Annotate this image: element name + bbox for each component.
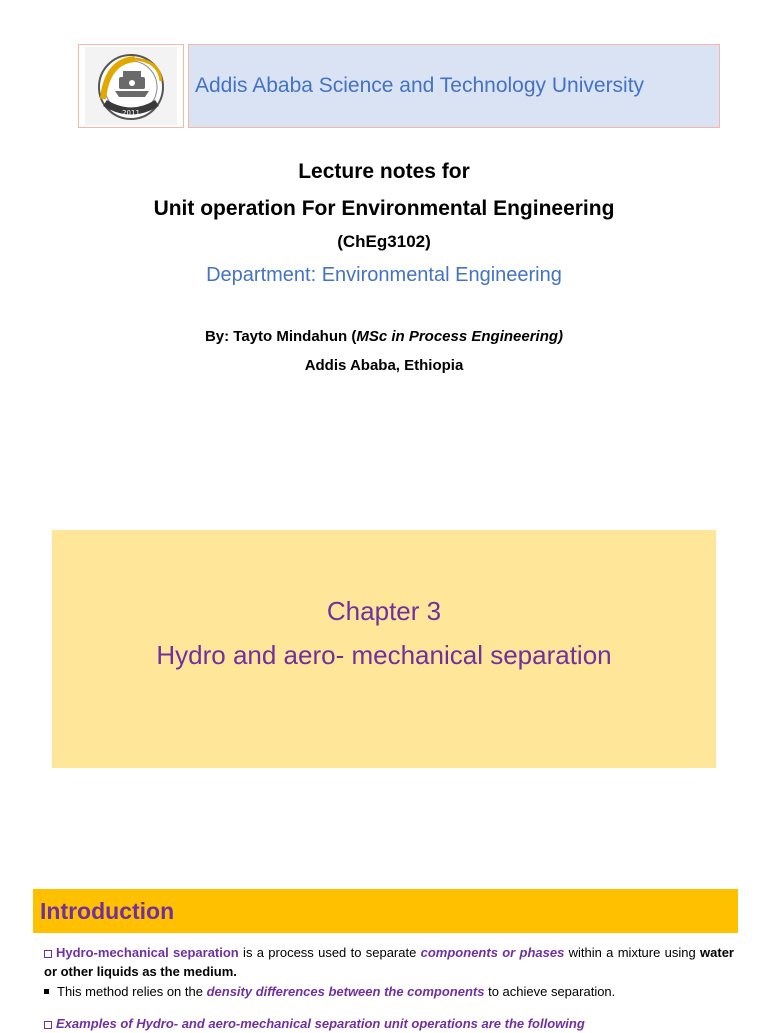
introduction-title: Introduction: [40, 897, 175, 924]
author-location: Addis Ababa, Ethiopia: [304, 357, 464, 374]
department-label: Department: Environmental Engineering: [206, 264, 562, 286]
chapter-number: Chapter 3: [326, 596, 442, 626]
term-hydro-mechanical: Hydro-mechanical separation: [56, 945, 239, 960]
chapter-box: [52, 530, 716, 768]
university-banner: [188, 44, 720, 128]
p3-text: Examples of Hydro- and aero-mechanical separation unit operations are the following: [56, 1016, 585, 1031]
lecture-notes-heading: Lecture notes for: [298, 160, 470, 183]
p1-emphasis: components or phases: [420, 945, 565, 960]
introduction-header: [33, 889, 738, 933]
p2-emphasis: density differences between the components: [206, 984, 485, 999]
course-title: Unit operation For Environmental Engineering: [153, 197, 615, 220]
author-name: By: Tayto Mindahun (: [204, 328, 357, 345]
author-line: [0, 328, 768, 345]
chapter-name: Hydro and aero- mechanical separation: [156, 640, 612, 670]
p2-text-a: This method relies on the: [57, 984, 207, 999]
intro-paragraph-1: [44, 943, 734, 981]
square-bullet-icon: [44, 989, 49, 994]
svg-text:2011: 2011: [122, 109, 140, 117]
intro-paragraph-2: [44, 982, 734, 1001]
author-qualification: MSc in Process Engineering): [356, 328, 564, 345]
p2-text-b: to achieve separation.: [484, 984, 616, 999]
p1-bold: water or other liquids as the medium.: [44, 945, 734, 979]
checkbox-bullet-icon: [44, 1021, 52, 1029]
course-code: (ChEg3102): [337, 232, 431, 251]
university-seal-gear-icon: [85, 47, 177, 125]
checkbox-bullet-icon: [44, 950, 52, 958]
p1-text-b: within a mixture using: [564, 945, 701, 960]
p1-text-a: is a process used to separate: [238, 945, 421, 960]
university-logo: [78, 44, 184, 128]
university-name: Addis Ababa Science and Technology University: [195, 74, 645, 97]
